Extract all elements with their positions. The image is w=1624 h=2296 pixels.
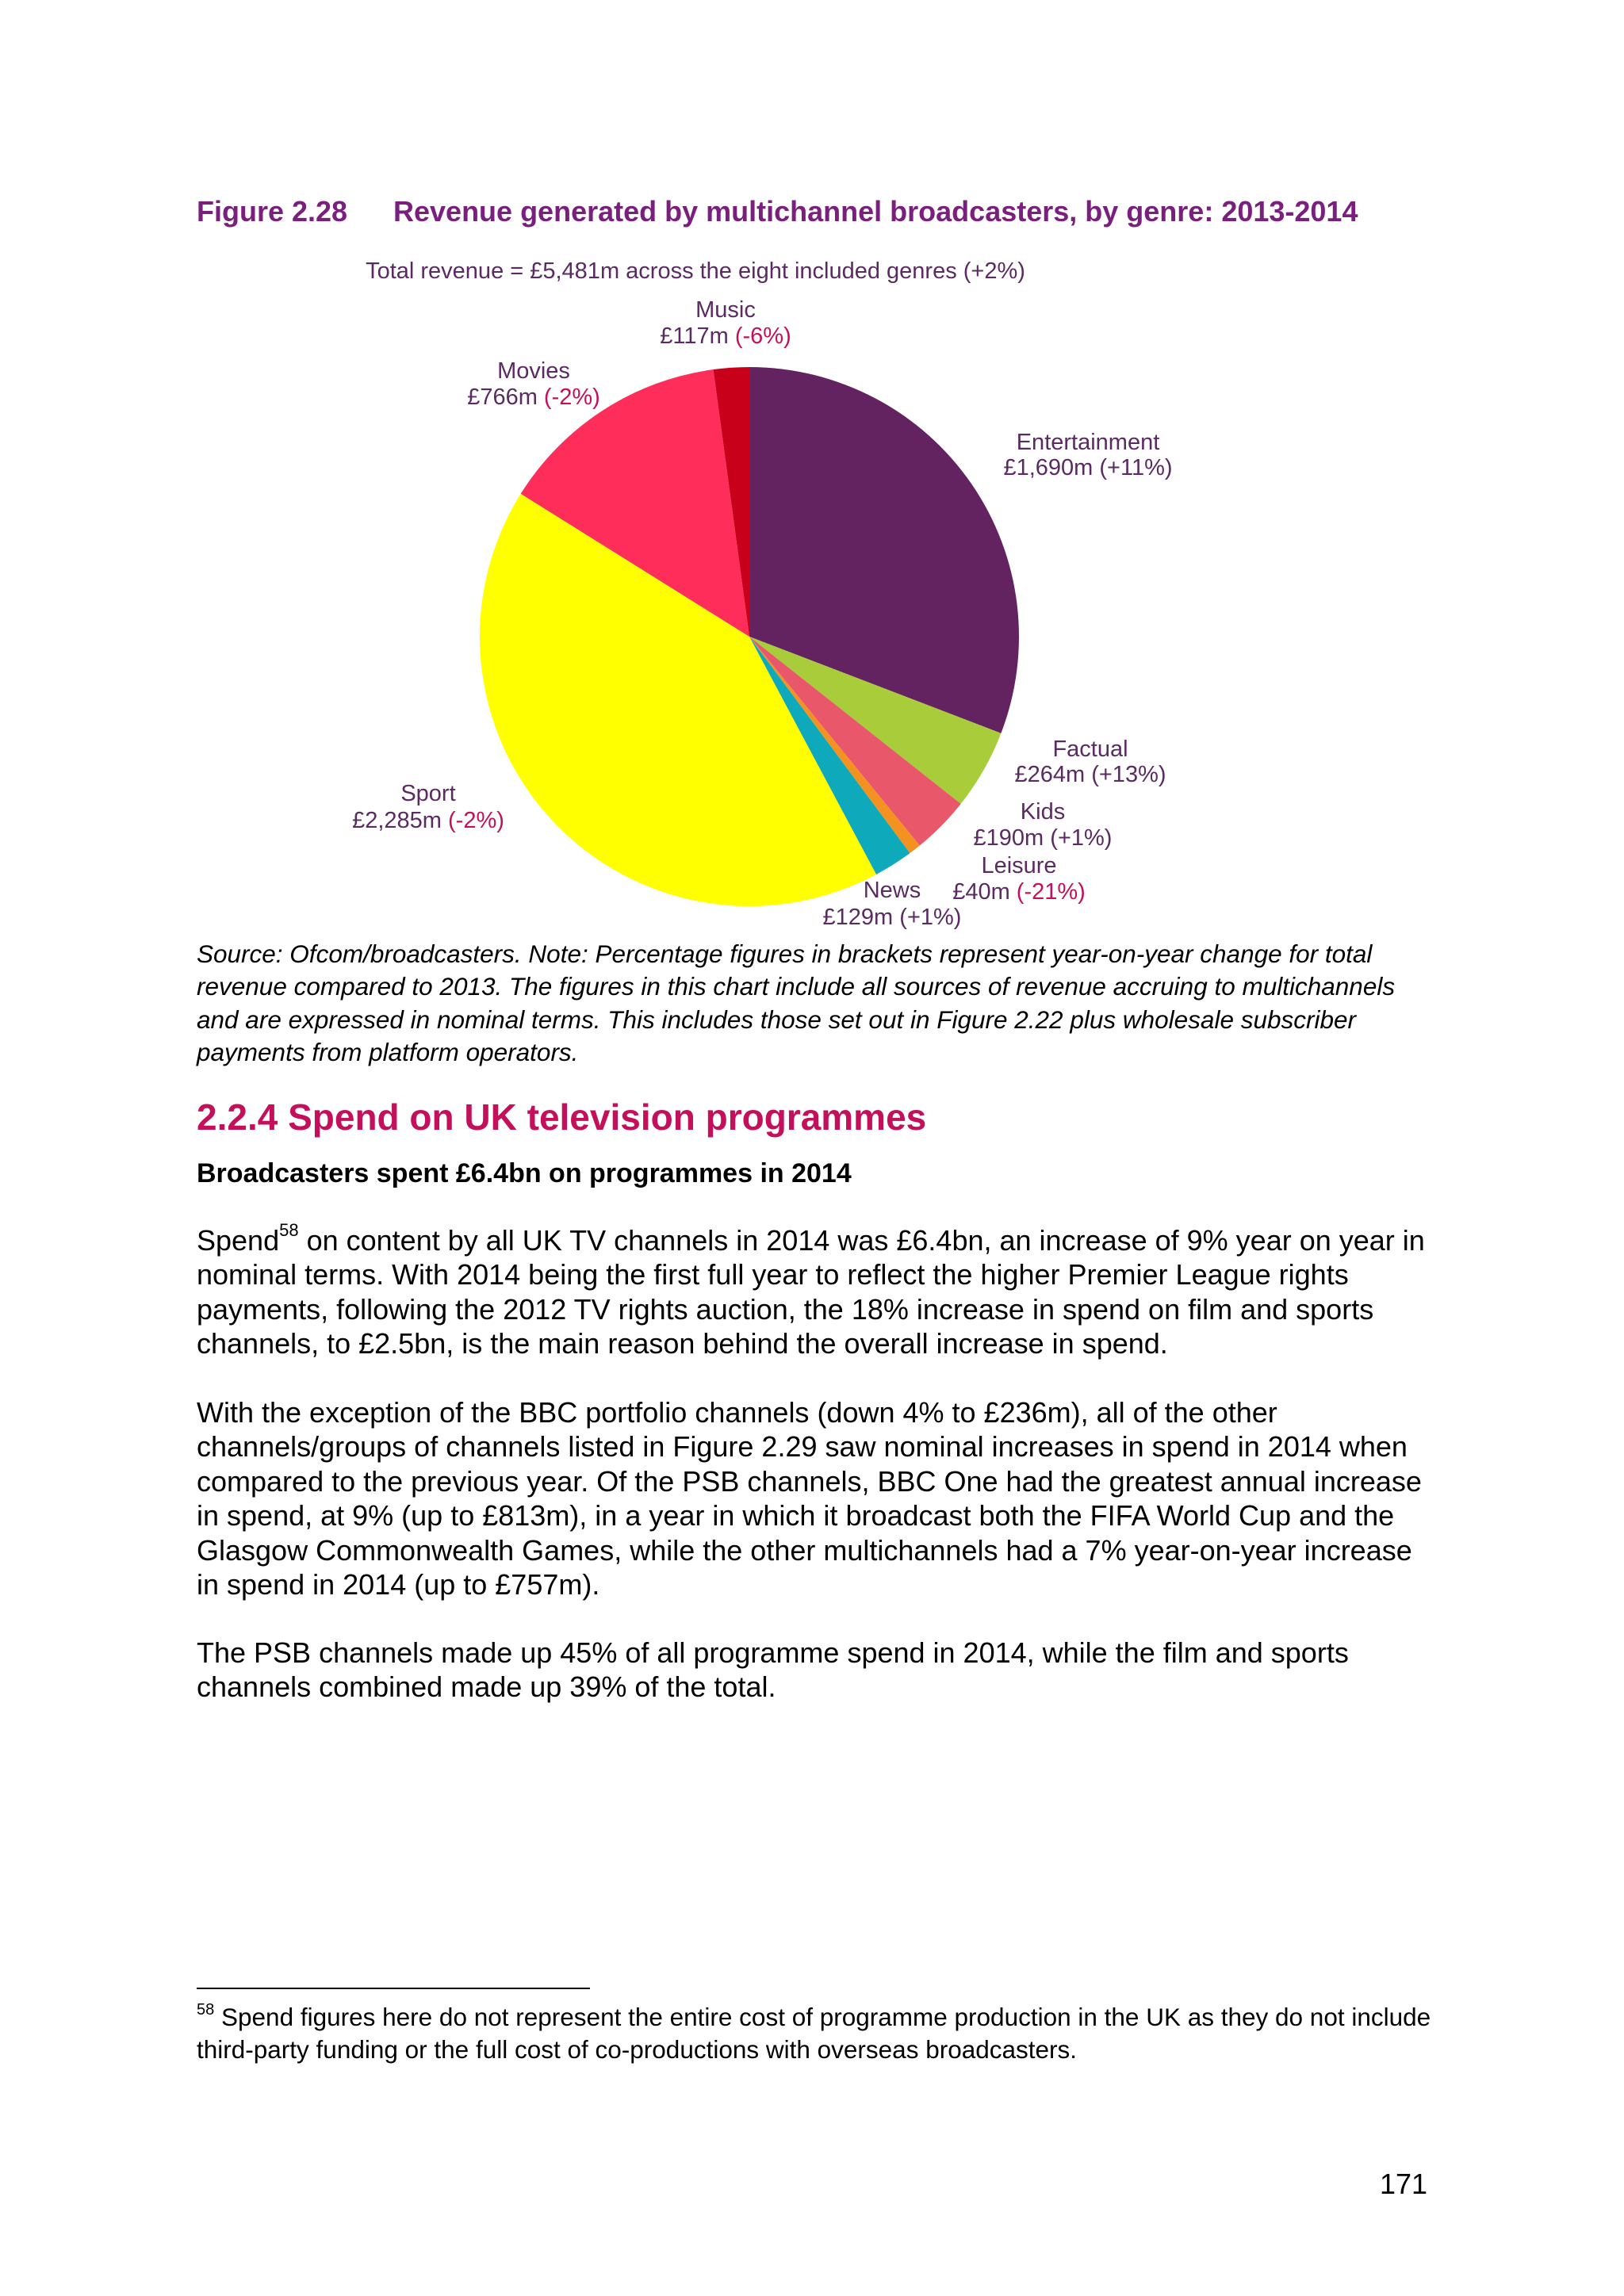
- slice-label-movies: Movies: [497, 358, 570, 384]
- slice-value-leisure: £40m (-21%): [952, 879, 1086, 905]
- paragraph-3: The PSB channels made up 45% of all programme spend in 2014, while the film and sports channels combined made up 39% of the total.: [197, 1636, 1349, 1704]
- page-number: 171: [1380, 2168, 1428, 2200]
- paragraph-1-start: Spend: [197, 1224, 280, 1257]
- section-subheading: Broadcasters spent £6.4bn on programmes in 2014: [197, 1158, 852, 1188]
- slice-label-entertainment: Entertainment: [1016, 430, 1160, 455]
- paragraph-1-text: on content by all UK TV channels in 2014 was £6.4bn, an increase of 9% year on year in nominal terms. With 2014 being the first full year to reflect the higher Premier League rights payments, following the 2012 TV rights auction, the 18% increase in spend on film and sports channels, to £2.5bn, is the main reason behind the overall increase in spend.: [197, 1224, 1425, 1360]
- paragraph-1: [197, 1220, 1442, 1361]
- chart-subtitle: Total revenue = £5,481m across the eight included genres (+2%): [366, 258, 1025, 284]
- paragraph-2: With the exception of the BBC portfolio channels (down 4% to £236m), all of the other channels/groups of channels listed in Figure 2.29 saw nominal increases in spend in 2014 when compared to the previous year. Of the PSB channels, BBC One had the greatest annual increase in spend, at 9% (up to £813m), in a year in which it broadcast both the FIFA World Cup and the Glasgow Commonwealth Games, while the other multichannels had a 7% year-on-year increase in spend in 2014 (up to £757m).: [197, 1396, 1422, 1601]
- source-note: Source: Ofcom/broadcasters. Note: Percentage figures in brackets represent year-on-year change for total revenue compared to 2013. The figures in this chart include all sources of revenue accruing to multichannels and are expressed in nominal terms. This includes those set out in Figure 2.22 plus wholesale subscriber payments from platform operators.: [197, 939, 1396, 1066]
- slice-label-music: Music: [695, 297, 756, 323]
- slice-label-news: News: [863, 878, 921, 903]
- figure-title: [197, 195, 1358, 228]
- figure-caption: Revenue generated by multichannel broadcasters, by genre: 2013-2014: [393, 195, 1358, 228]
- figure-number: Figure 2.28: [197, 195, 348, 228]
- footnote-ref[interactable]: 58: [279, 1220, 299, 1240]
- slice-value-movies: £766m (-2%): [467, 385, 600, 410]
- slice-label-sport: Sport: [400, 781, 456, 806]
- slice-value-sport: £2,285m (-2%): [352, 808, 504, 833]
- slice-label-kids: Kids: [1020, 799, 1066, 825]
- slice-value-entertainment: £1,690m (+11%): [1003, 455, 1173, 480]
- slice-label-leisure: Leisure: [981, 853, 1057, 878]
- slice-value-news: £129m (+1%): [822, 905, 962, 930]
- section-heading: 2.2.4 Spend on UK television programmes: [197, 1096, 927, 1138]
- slice-value-factual: £264m (+13%): [1014, 762, 1166, 787]
- slice-value-music: £117m (-6%): [660, 323, 791, 349]
- footnote-text: Spend figures here do not represent the entire cost of programme production in the UK as they do not include third-party funding or the full cost of co-productions with overseas broadcasters.: [197, 2003, 1431, 2064]
- pie-chart: [0, 254, 1624, 951]
- footnote-number: 58: [197, 2001, 215, 2019]
- pie-slices: [480, 367, 1019, 906]
- slice-label-factual: Factual: [1052, 737, 1128, 762]
- slice-value-kids: £190m (+1%): [973, 825, 1113, 851]
- footnote-divider: [197, 1988, 590, 1989]
- footnote: [197, 2001, 1434, 2066]
